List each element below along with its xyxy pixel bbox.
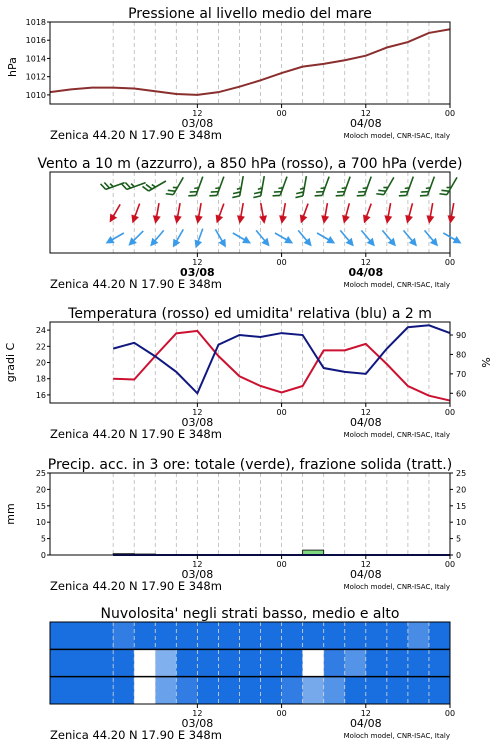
plot-frame-4 xyxy=(50,473,450,555)
wind-vector xyxy=(439,174,457,197)
wind-arrow-head xyxy=(383,215,392,224)
cloud-cell-alto xyxy=(324,622,346,649)
wind-vector xyxy=(166,174,184,197)
cloud-cell-medio xyxy=(366,649,388,676)
chart-title-5: Nuvolosita' negli strati basso, medio e alto xyxy=(100,606,400,622)
y-tick-label-3: 22 xyxy=(35,342,46,352)
wind-vector xyxy=(101,176,125,190)
date-label-3: 04/08 xyxy=(349,416,382,429)
station-location-4: Zenica 44.20 N 17.90 E 348m xyxy=(50,579,222,593)
cloud-cell-medio xyxy=(176,649,198,676)
wind-vector xyxy=(337,228,357,249)
y-right-tick-label-3: 80 xyxy=(456,350,467,360)
wind-barb-feather xyxy=(376,191,384,197)
x-tick-label-1: 12 xyxy=(192,109,203,118)
y-tick-label-4: 25 xyxy=(35,469,46,478)
wind-vector xyxy=(236,202,248,224)
y-tick-label-4: 15 xyxy=(35,501,46,511)
cloud-cell-alto xyxy=(366,622,388,649)
y-tick-label-3: 16 xyxy=(35,390,46,400)
wind-arrow-head xyxy=(326,236,337,247)
y-right-tick-label-3: 60 xyxy=(456,389,467,399)
cloud-cell-medio xyxy=(345,649,367,676)
wind-arrow-head xyxy=(192,239,202,249)
wind-arrow-head xyxy=(218,239,229,250)
wind-barb-shaft xyxy=(149,181,166,191)
y-right-tick-label-4: 25 xyxy=(456,469,467,478)
cloud-cell-alto xyxy=(282,622,304,649)
wind-barb-feather xyxy=(209,193,217,198)
y-right-tick-label-4: 15 xyxy=(456,501,467,511)
y-tick-label-3: 20 xyxy=(35,358,46,368)
x-tick-label-3: 00 xyxy=(444,408,456,417)
y-tick-label-1: 1018 xyxy=(25,18,46,27)
wind-barb-shaft xyxy=(447,177,457,194)
y-right-tick-label-3: 90 xyxy=(456,331,467,341)
cloud-cell-alto xyxy=(387,622,409,649)
cloud-cell-medio xyxy=(303,649,325,676)
wind-vector xyxy=(441,230,463,247)
wind-vector xyxy=(253,175,264,199)
x-tick-label-4: 00 xyxy=(444,560,456,569)
x-tick-label-5: 00 xyxy=(444,709,456,718)
wind-barb-feather xyxy=(399,193,407,198)
wind-barb-shaft xyxy=(303,176,306,196)
cloud-cell-medio xyxy=(218,649,240,676)
wind-vector xyxy=(295,175,306,199)
y-tick-label-1: 1016 xyxy=(25,36,46,46)
cloud-cell-medio xyxy=(261,649,283,676)
cloud-cell-medio xyxy=(282,649,304,676)
cloud-cell-basso xyxy=(134,677,156,704)
x-tick-label-1: 00 xyxy=(276,109,287,118)
cloud-cell-alto xyxy=(239,622,261,649)
plot-frame-3 xyxy=(50,322,450,403)
x-tick-label-4: 00 xyxy=(276,560,287,569)
wind-vector xyxy=(172,202,184,224)
wind-vector xyxy=(147,228,167,249)
y-right-tick-label-4: 20 xyxy=(456,485,467,495)
wind-vector xyxy=(421,228,441,249)
wind-arrow-head xyxy=(169,239,180,250)
y-tick-label-4: 20 xyxy=(35,485,46,495)
date-label-1: 03/08 xyxy=(181,117,214,130)
wind-vector xyxy=(143,175,166,193)
y-right-tick-label-4: 0 xyxy=(456,551,462,560)
model-credit-2: Moloch model, CNR-ISAC, Italy xyxy=(343,281,450,289)
wind-vector xyxy=(213,202,228,224)
cloud-cell-basso xyxy=(155,677,177,704)
x-tick-label-4: 12 xyxy=(360,560,371,569)
station-location-2: Zenica 44.20 N 17.90 E 348m xyxy=(50,277,222,291)
wind-vector xyxy=(194,202,206,224)
cloud-cell-basso xyxy=(324,677,346,704)
cloud-cell-medio xyxy=(324,649,346,676)
date-label-4: 04/08 xyxy=(349,568,382,581)
chart-title-1: Pressione al livello medio del mare xyxy=(128,6,372,22)
wind-vector xyxy=(315,174,329,198)
wind-arrow-head xyxy=(320,215,329,224)
date-label-1: 04/08 xyxy=(349,117,382,130)
wind-barb-feather xyxy=(166,191,174,197)
x-tick-label-5: 12 xyxy=(360,709,371,718)
x-tick-label-1: 12 xyxy=(360,109,371,118)
model-credit-3: Moloch model, CNR-ISAC, Italy xyxy=(343,431,450,439)
wind-vector xyxy=(192,227,207,249)
wind-barb-feather xyxy=(273,193,281,198)
wind-arrow-head xyxy=(172,215,181,224)
wind-vector xyxy=(446,202,458,224)
cloud-cell-basso xyxy=(197,677,219,704)
cloud-cell-alto xyxy=(261,622,283,649)
wind-vector xyxy=(209,174,223,198)
cloud-cell-basso xyxy=(261,677,283,704)
cloud-cell-alto xyxy=(345,622,367,649)
cloud-cell-alto xyxy=(218,622,240,649)
wind-arrow-head xyxy=(242,236,253,247)
cloud-cell-alto xyxy=(155,622,177,649)
wind-vector xyxy=(122,176,146,190)
wind-vector xyxy=(403,202,416,224)
cloud-cell-basso xyxy=(113,677,135,704)
wind-vector xyxy=(273,174,287,198)
wind-vector xyxy=(295,228,315,249)
x-tick-label-2: 00 xyxy=(444,258,456,267)
cloud-cell-basso xyxy=(303,677,325,704)
wind-vector xyxy=(232,175,243,199)
y-tick-label-1: 1012 xyxy=(25,72,46,82)
cloud-cell-medio xyxy=(239,649,261,676)
wind-barb-feather xyxy=(439,191,447,197)
wind-vector xyxy=(151,202,163,224)
wind-vector xyxy=(360,202,375,224)
cloud-cell-basso xyxy=(366,677,388,704)
wind-barb-feather xyxy=(295,195,302,199)
wind-barb-feather xyxy=(232,195,239,199)
cloud-cell-basso xyxy=(218,677,240,704)
wind-vector xyxy=(273,230,295,247)
wind-arrow-head xyxy=(106,214,117,225)
cloud-cell-medio xyxy=(197,649,219,676)
wind-vector xyxy=(104,230,126,247)
model-credit-1: Moloch model, CNR-ISAC, Italy xyxy=(343,132,450,140)
cloud-cell-basso xyxy=(429,677,451,704)
y-tick-label-3: 24 xyxy=(35,326,46,336)
date-label-5: 04/08 xyxy=(349,717,382,730)
chart-title-4: Precip. acc. in 3 ore: totale (verde), frazione solida (tratt.) xyxy=(47,457,453,473)
cloud-cell-alto xyxy=(429,622,451,649)
x-tick-label-5: 12 xyxy=(192,709,203,718)
date-label-3: 03/08 xyxy=(181,416,214,429)
wind-barb-feather xyxy=(336,193,344,198)
cloud-cell-alto xyxy=(176,622,198,649)
wind-arrow-head xyxy=(278,215,287,224)
cloud-cell-basso xyxy=(239,677,261,704)
wind-vector xyxy=(315,230,337,247)
date-label-2: 04/08 xyxy=(348,266,384,279)
wind-barb-shaft xyxy=(384,177,394,194)
date-label-5: 03/08 xyxy=(181,717,214,730)
cloud-cell-medio xyxy=(429,649,451,676)
cloud-cell-alto xyxy=(408,622,430,649)
x-tick-label-5: 00 xyxy=(276,709,287,718)
cloud-cell-lead xyxy=(50,622,113,704)
cloud-cell-alto xyxy=(113,622,135,649)
x-tick-label-3: 00 xyxy=(276,408,287,417)
x-tick-label-2: 00 xyxy=(276,258,287,267)
cloud-cell-medio xyxy=(134,649,156,676)
y-right-tick-label-3: 70 xyxy=(456,369,467,379)
cloud-cell-basso xyxy=(387,677,409,704)
wind-vector xyxy=(320,202,332,224)
wind-arrow-head xyxy=(284,236,295,247)
wind-barb-feather xyxy=(315,193,323,198)
wind-barb-shaft xyxy=(173,177,183,194)
wind-vector xyxy=(278,202,290,224)
wind-vector xyxy=(297,202,312,224)
cloud-cell-basso xyxy=(176,677,198,704)
x-tick-label-1: 00 xyxy=(444,109,456,118)
model-credit-4: Moloch model, CNR-ISAC, Italy xyxy=(343,583,450,591)
wind-arrow-head xyxy=(194,215,203,224)
wind-barb-feather xyxy=(420,193,428,198)
wind-vector xyxy=(212,227,229,249)
wind-vector xyxy=(340,202,353,224)
wind-vector xyxy=(126,228,147,249)
wind-vector xyxy=(231,230,253,247)
wind-barb-shaft xyxy=(240,176,243,196)
wind-barb-shaft xyxy=(261,176,264,196)
wind-vector xyxy=(425,202,437,224)
wind-vector xyxy=(379,228,399,249)
wind-barb-feather xyxy=(253,195,260,199)
y-axis-label-pressure: hPa xyxy=(6,57,19,77)
wind-vector xyxy=(420,174,434,198)
wind-vector xyxy=(106,202,123,224)
wind-vector xyxy=(399,174,413,198)
wind-vector xyxy=(253,228,273,249)
wind-vector xyxy=(257,202,269,224)
y-tick-label-4: 5 xyxy=(40,534,46,544)
cloud-cell-medio xyxy=(408,649,430,676)
wind-vector xyxy=(400,228,420,249)
station-location-5: Zenica 44.20 N 17.90 E 348m xyxy=(50,728,222,742)
y-tick-label-1: 1010 xyxy=(25,90,46,100)
cloud-cell-basso xyxy=(282,677,304,704)
cloud-cell-alto xyxy=(197,622,219,649)
y-tick-label-4: 10 xyxy=(35,518,46,528)
wind-vector xyxy=(376,174,394,197)
chart-title-2: Vento a 10 m (azzurro), a 850 hPa (rosso), a 700 hPa (verde) xyxy=(37,156,463,172)
pressure-line xyxy=(50,29,450,95)
cloud-cell-basso xyxy=(408,677,430,704)
y-right-tick-label-4: 10 xyxy=(456,518,467,528)
wind-arrow-head xyxy=(151,215,160,224)
x-tick-label-4: 12 xyxy=(192,560,203,569)
date-label-4: 03/08 xyxy=(181,568,214,581)
cloud-cell-medio xyxy=(113,649,135,676)
y-axis-label-humidity: % xyxy=(480,357,493,368)
wind-vector xyxy=(383,202,395,224)
cloud-cell-basso xyxy=(345,677,367,704)
station-location-3: Zenica 44.20 N 17.90 E 348m xyxy=(50,427,222,441)
x-tick-label-2: 12 xyxy=(360,258,371,267)
cloud-cell-alto xyxy=(303,622,325,649)
model-credit-5: Moloch model, CNR-ISAC, Italy xyxy=(343,732,450,740)
cloud-cell-alto xyxy=(134,622,156,649)
cloud-cell-medio xyxy=(387,649,409,676)
y-tick-label-4: 0 xyxy=(40,551,46,560)
wind-arrow-head xyxy=(453,236,464,247)
y-axis-label-temperature: gradi C xyxy=(4,342,17,383)
wind-arrow-head xyxy=(236,215,245,224)
wind-vector xyxy=(169,227,186,249)
wind-barb-feather xyxy=(357,193,365,198)
y-right-tick-label-4: 5 xyxy=(456,534,462,544)
x-tick-label-2: 12 xyxy=(192,258,203,267)
wind-arrow-head xyxy=(446,215,455,224)
wind-vector xyxy=(357,174,371,198)
x-tick-label-3: 12 xyxy=(192,408,203,417)
wind-arrow-head xyxy=(425,215,434,224)
date-label-2: 03/08 xyxy=(180,266,215,279)
cloud-cell-medio xyxy=(155,649,177,676)
y-tick-label-1: 1014 xyxy=(25,54,46,64)
y-tick-label-3: 18 xyxy=(35,374,46,384)
x-tick-label-3: 12 xyxy=(360,408,371,417)
wind-vector xyxy=(336,174,350,198)
wind-barb-feather xyxy=(188,193,196,198)
wind-vector xyxy=(358,228,378,249)
wind-vector xyxy=(129,202,144,224)
wind-vector xyxy=(188,174,202,198)
plot-frame-1 xyxy=(50,22,450,104)
y-axis-label-precip: mm xyxy=(4,503,17,525)
chart-title-3: Temperatura (rosso) ed umidita' relativa (blu) a 2 m xyxy=(68,306,432,322)
station-location-1: Zenica 44.20 N 17.90 E 348m xyxy=(50,128,222,142)
